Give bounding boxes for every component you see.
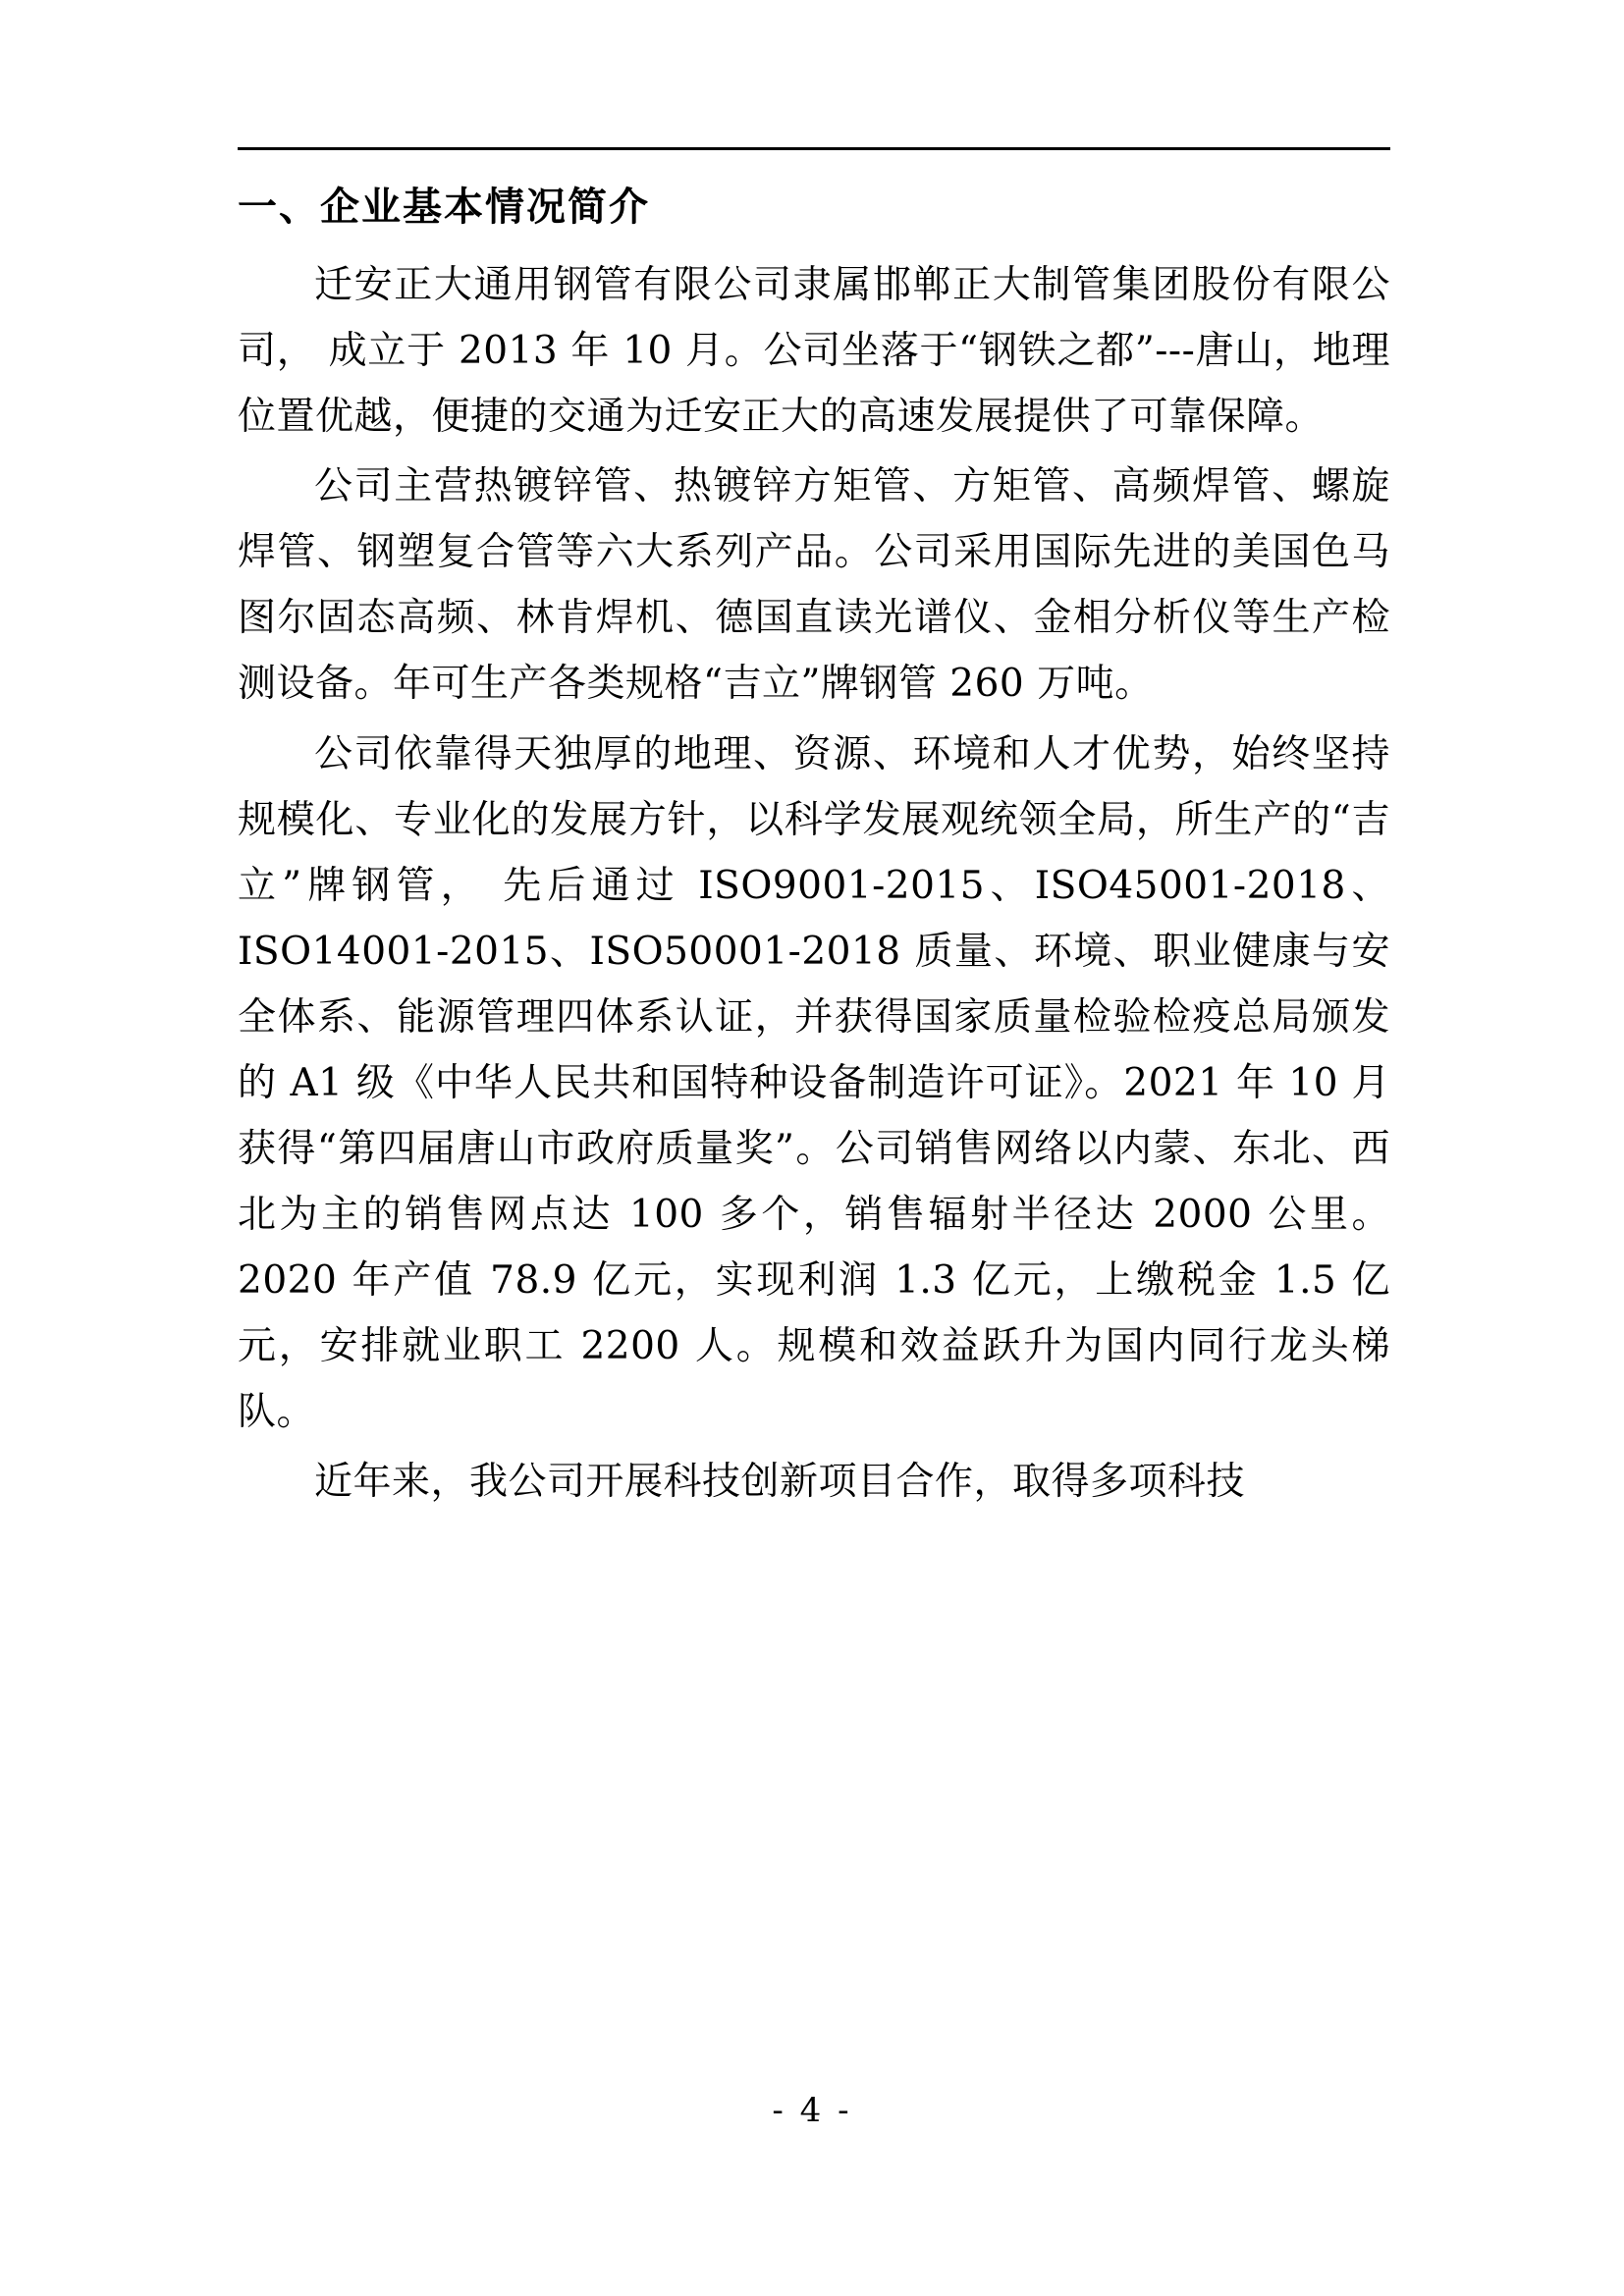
- body-paragraph-4: 近年来，我公司开展科技创新项目合作，取得多项科技: [314, 1460, 1246, 1505]
- body-paragraph-1: 迁安正大通用钢管有限公司隶属邯郸正大制管集团股份有限公司， 成立于 2013 年 10 月。公司坐落于“钢铁之都”---唐山，地理位置优越，便捷的交通为迁安正大的高速发展提供了可靠保障。: [238, 263, 1390, 440]
- header-rule: [238, 147, 1390, 150]
- page-content: [238, 147, 1390, 1519]
- body-paragraph-2: 公司主营热镀锌管、热镀锌方矩管、方矩管、高频焊管、螺旋焊管、钢塑复合管等六大系列产品。公司采用国际先进的美国色马图尔固态高频、林肯焊机、德国直读光谱仪、金相分析仪等生产检测设备。年可生产各类规格“吉立”牌钢管 260 万吨。: [238, 464, 1390, 707]
- section-heading: 一、企业基本情况简介: [238, 185, 650, 230]
- body-paragraph-3: 公司依靠得天独厚的地理、资源、环境和人才优势，始终坚持规模化、专业化的发展方针，以科学发展观统领全局，所生产的“吉立”牌钢管， 先后通过 ISO9001-2015、ISO45001-2018、ISO14001-2015、ISO50001-2018 质量、环境、职业健康与安全体系、能源管理四体系认证，并获得国家质量检验检疫总局颁发的 A1 级《中华人民共和国特种设备制造许可证》。2021 年 10 月获得“第四届唐山市政府质量奖”。公司销售网络以内蒙、东北、西北为主的销售网点达 100 多个，销售辐射半径达 2000 公里。2020 年产值 78.9 亿元，实现利润 1.3 亿元，上缴税金 1.5 亿元，安排就业职工 2200 人。规模和效益跃升为国内同行龙头梯队。: [238, 731, 1390, 1435]
- page-number: - 4 -: [772, 2091, 852, 2130]
